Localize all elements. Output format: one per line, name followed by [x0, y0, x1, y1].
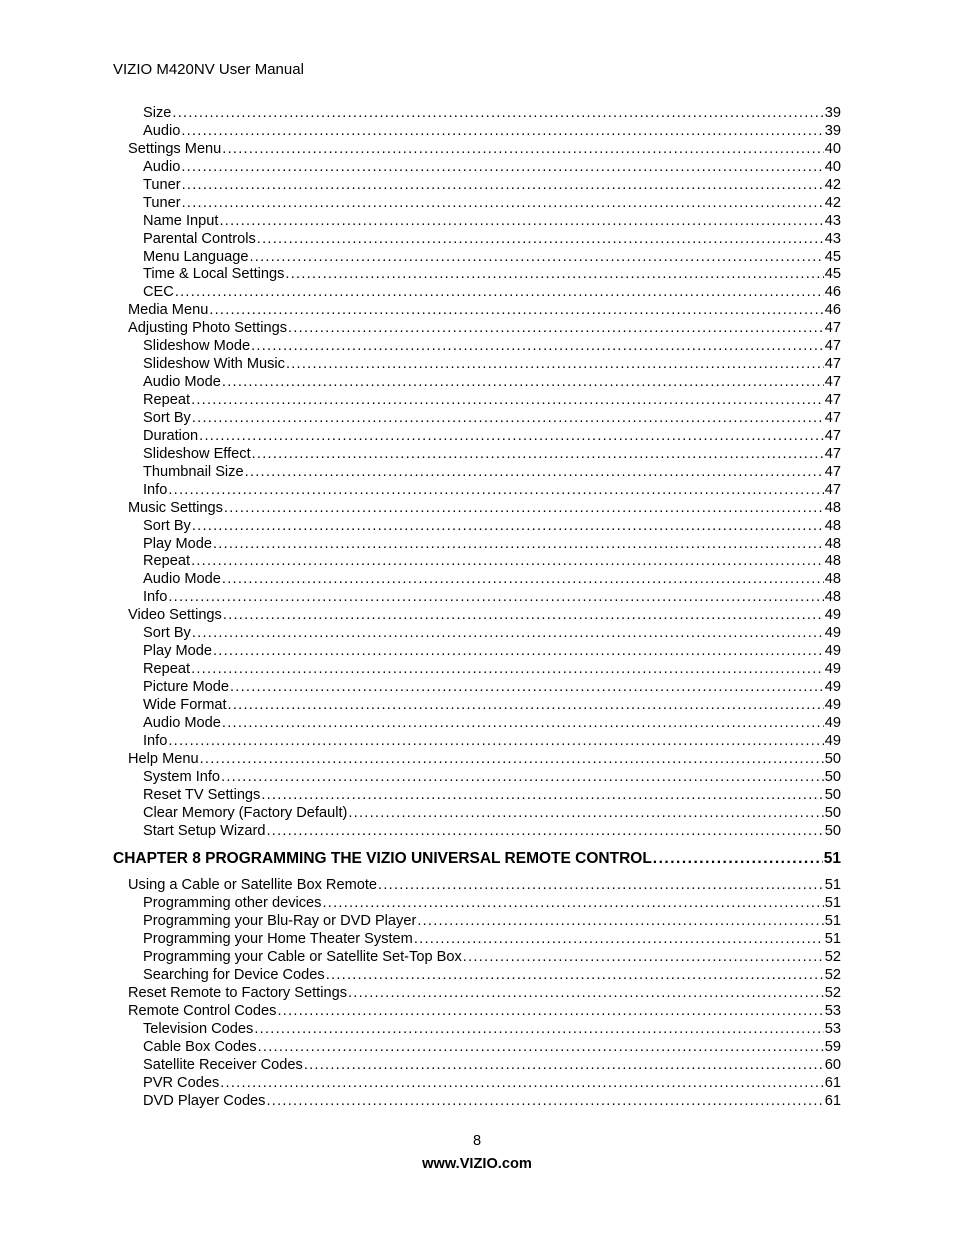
- toc-entry-page: 45: [824, 248, 841, 265]
- dot-leader: [653, 849, 823, 869]
- footer-url: www.VIZIO.com: [422, 1156, 532, 1172]
- toc-entry-page: 47: [824, 338, 841, 355]
- toc-entry-title: Slideshow With Music: [143, 356, 285, 373]
- toc-entry[interactable]: [113, 571, 841, 589]
- dot-leader: [261, 787, 823, 805]
- toc-entry-page: 47: [824, 392, 841, 408]
- dot-leader: [168, 733, 823, 751]
- toc-entry-title: Programming your Blu-Ray or DVD Player: [143, 913, 417, 930]
- toc-entry[interactable]: [113, 787, 841, 805]
- toc-entry[interactable]: [113, 589, 841, 607]
- dot-leader: [266, 1093, 823, 1111]
- toc-entry-page: 46: [824, 284, 841, 301]
- toc-entry-title: Programming other devices: [143, 895, 322, 912]
- toc-entry[interactable]: [113, 374, 841, 392]
- toc-entry-title: Time & Local Settings: [143, 266, 285, 283]
- toc-entry-title: Remote Control Codes: [128, 1003, 277, 1019]
- dot-leader: [221, 769, 824, 787]
- toc-entry-page: 52: [824, 949, 841, 966]
- toc-entry-page: 53: [824, 1003, 841, 1019]
- dot-leader: [322, 895, 823, 913]
- dot-leader: [192, 625, 824, 643]
- toc-entry-page: 45: [824, 266, 841, 283]
- toc-entry[interactable]: [113, 967, 841, 985]
- dot-leader: [254, 1021, 823, 1039]
- toc-entry[interactable]: [113, 751, 841, 769]
- toc-entry[interactable]: [113, 500, 841, 518]
- dot-leader: [181, 159, 823, 177]
- toc-entry[interactable]: [113, 607, 841, 625]
- toc-entry-page: 50: [824, 750, 841, 767]
- toc-entry[interactable]: [113, 913, 841, 931]
- toc-entry-page: 51: [824, 931, 841, 948]
- toc-entry[interactable]: [113, 1039, 841, 1057]
- toc-entry[interactable]: [113, 249, 841, 267]
- toc-entry[interactable]: [113, 320, 841, 338]
- toc-entry-page: 50: [824, 768, 841, 785]
- toc-entry-page: 49: [824, 625, 841, 642]
- toc-entry[interactable]: [113, 697, 841, 715]
- toc-entry[interactable]: [113, 985, 841, 1003]
- toc-entry-page: 48: [824, 535, 841, 552]
- dot-leader: [463, 949, 824, 967]
- toc-entry-title: Picture Mode: [143, 679, 229, 695]
- dot-leader: [251, 338, 824, 356]
- toc-entry-page: 47: [824, 463, 841, 480]
- toc-entry[interactable]: [113, 1021, 841, 1039]
- toc-entry-page: 39: [824, 122, 841, 139]
- toc-entry-page: 61: [824, 1074, 841, 1091]
- dot-leader: [168, 589, 823, 607]
- dot-leader: [252, 446, 824, 464]
- toc-entry[interactable]: [113, 895, 841, 913]
- toc-entry-title: Programming your Cable or Satellite Set-Top Box: [143, 949, 462, 966]
- dot-leader: [200, 751, 824, 769]
- toc-entry-title: Cable Box Codes: [143, 1038, 257, 1055]
- toc-entry-title: Slideshow Effect: [143, 445, 251, 462]
- dot-leader: [250, 249, 824, 267]
- toc-entry-page: 52: [824, 967, 841, 984]
- toc-entry-page: 48: [824, 571, 841, 588]
- dot-leader: [213, 536, 824, 554]
- toc-entry-title: CEC: [143, 284, 174, 301]
- toc-entry-title: Parental Controls: [143, 230, 256, 247]
- toc-entry-page: 49: [824, 643, 841, 660]
- toc-entry[interactable]: [113, 733, 841, 751]
- toc-entry-page: 49: [824, 732, 841, 749]
- dot-leader: [286, 356, 824, 374]
- toc-entry-page: 47: [824, 374, 841, 391]
- toc-entry-title: Repeat: [143, 392, 191, 408]
- toc-entry[interactable]: [113, 141, 841, 159]
- toc-entry-title: Name Input: [143, 212, 219, 229]
- toc-entry-title: Reset Remote to Factory Settings: [128, 985, 347, 1002]
- toc-entry-page: 47: [824, 427, 841, 444]
- toc-entry[interactable]: [113, 661, 841, 679]
- dot-leader: [266, 823, 823, 841]
- toc-entry-title: Menu Language: [143, 248, 249, 265]
- toc-entry-title: Wide Format: [143, 696, 227, 713]
- toc-entry-page: 47: [824, 320, 841, 337]
- document-header-title: VIZIO M420NV User Manual: [113, 61, 304, 78]
- toc-entry[interactable]: [113, 464, 841, 482]
- toc-entry[interactable]: [113, 931, 841, 949]
- dot-leader: [209, 302, 823, 320]
- toc-entry-page: 47: [824, 356, 841, 373]
- toc-entry[interactable]: [113, 1075, 841, 1093]
- dot-leader: [257, 231, 824, 249]
- toc-entry-title: CHAPTER 8 PROGRAMMING THE VIZIO UNIVERSAL REMOTE CONTROL: [113, 850, 652, 868]
- toc-entry-title: Repeat: [143, 661, 191, 678]
- toc-entry-page: 43: [824, 212, 841, 229]
- toc-entry-page: 39: [824, 105, 841, 121]
- toc-entry-page: 48: [824, 553, 841, 570]
- toc-entry[interactable]: [113, 392, 841, 410]
- toc-entry-page: 46: [824, 302, 841, 319]
- toc-entry-title: System Info: [143, 768, 221, 785]
- dot-leader: [191, 392, 824, 410]
- toc-entry-title: Video Settings: [128, 607, 222, 624]
- toc-entry[interactable]: [113, 643, 841, 661]
- dot-leader: [245, 464, 824, 482]
- toc-entry-title: Searching for Device Codes: [143, 967, 325, 984]
- toc-entry[interactable]: [113, 231, 841, 249]
- toc-entry[interactable]: [113, 195, 841, 213]
- dot-leader: [219, 213, 823, 231]
- toc-entry[interactable]: [113, 428, 841, 446]
- dot-leader: [213, 643, 824, 661]
- toc-entry[interactable]: [113, 1003, 841, 1021]
- toc-entry-title: Media Menu: [128, 302, 209, 319]
- toc-entry-title: PVR Codes: [143, 1074, 220, 1091]
- toc-entry[interactable]: [113, 715, 841, 733]
- dot-leader: [182, 177, 824, 195]
- toc-entry-page: 51: [824, 895, 841, 912]
- toc-entry-title: Satellite Receiver Codes: [143, 1056, 303, 1073]
- toc-entry-page: 40: [824, 158, 841, 175]
- toc-entry[interactable]: [113, 1093, 841, 1111]
- toc-entry-title: Tuner: [143, 194, 181, 211]
- toc-entry-page: 42: [824, 194, 841, 211]
- toc-entry-page: 49: [824, 661, 841, 678]
- toc-entry-title: Duration: [143, 427, 199, 444]
- toc-entry-page: 49: [824, 679, 841, 695]
- toc-entry[interactable]: [113, 213, 841, 231]
- dot-leader: [288, 320, 824, 338]
- toc-entry-title: Settings Menu: [128, 140, 222, 157]
- dot-leader: [224, 500, 824, 518]
- dot-leader: [348, 985, 824, 1003]
- toc-entry-title: Audio: [143, 122, 181, 139]
- toc-entry[interactable]: [113, 769, 841, 787]
- toc-entry[interactable]: [113, 105, 841, 123]
- toc-entry-page: 53: [824, 1020, 841, 1037]
- toc-entry[interactable]: [113, 877, 841, 895]
- toc-entry-page: 50: [824, 804, 841, 821]
- page-number: 8: [472, 1133, 482, 1149]
- toc-entry[interactable]: [113, 123, 841, 141]
- toc-entry-title: Sort By: [143, 625, 191, 642]
- toc-entry[interactable]: [113, 553, 841, 571]
- toc-entry[interactable]: [113, 338, 841, 356]
- dot-leader: [230, 679, 824, 697]
- toc-entry-page: 43: [824, 230, 841, 247]
- dot-leader: [348, 805, 823, 823]
- toc-entry-title: Slideshow Mode: [143, 338, 251, 355]
- dot-leader: [199, 428, 824, 446]
- toc-entry-page: 40: [824, 140, 841, 157]
- toc-entry-title: Tuner: [143, 176, 181, 193]
- dot-leader: [378, 877, 824, 895]
- dot-leader: [222, 715, 824, 733]
- dot-leader: [192, 410, 824, 428]
- dot-leader: [277, 1003, 823, 1021]
- toc-entry[interactable]: [113, 1057, 841, 1075]
- dot-leader: [172, 105, 823, 123]
- toc-entry-title: Television Codes: [143, 1020, 254, 1037]
- toc-entry-page: 47: [824, 445, 841, 462]
- toc-entry-title: Repeat: [143, 553, 191, 570]
- toc-entry-title: Start Setup Wizard: [143, 822, 266, 839]
- toc-entry-page: 49: [824, 714, 841, 731]
- dot-leader: [285, 266, 823, 284]
- dot-leader: [414, 931, 824, 949]
- toc-entry-title: Audio: [143, 158, 181, 175]
- toc-entry[interactable]: [113, 159, 841, 177]
- toc-entry-title: Info: [143, 589, 168, 606]
- dot-leader: [181, 123, 823, 141]
- dot-leader: [191, 661, 824, 679]
- toc-entry-title: Info: [143, 732, 168, 749]
- toc-entry[interactable]: [113, 284, 841, 302]
- toc-entry[interactable]: [113, 302, 841, 320]
- toc-entry-title: Play Mode: [143, 535, 212, 552]
- toc-entry-title: Sort By: [143, 409, 191, 426]
- toc-entry-title: Audio Mode: [143, 374, 221, 391]
- dot-leader: [258, 1039, 824, 1057]
- dot-leader: [223, 607, 824, 625]
- toc-entry[interactable]: [113, 446, 841, 464]
- toc-entry-page: 49: [824, 696, 841, 713]
- dot-leader: [222, 374, 824, 392]
- dot-leader: [175, 284, 824, 302]
- dot-leader: [222, 141, 823, 159]
- toc-entry-title: Audio Mode: [143, 571, 221, 588]
- dot-leader: [326, 967, 824, 985]
- toc-entry-title: Size: [143, 105, 172, 121]
- toc-entry-title: Sort By: [143, 517, 191, 534]
- toc-entry-title: Using a Cable or Satellite Box Remote: [128, 877, 378, 894]
- toc-entry[interactable]: [113, 625, 841, 643]
- toc-entry-title: Adjusting Photo Settings: [128, 320, 288, 337]
- toc-entry[interactable]: [113, 949, 841, 967]
- toc-entry-title: Thumbnail Size: [143, 463, 244, 480]
- toc-entry-page: 47: [824, 481, 841, 498]
- dot-leader: [168, 482, 823, 500]
- dot-leader: [191, 553, 824, 571]
- toc-entry-title: Help Menu: [128, 750, 199, 767]
- toc-entry-title: Info: [143, 481, 168, 498]
- toc-entry-page: 59: [824, 1038, 841, 1055]
- dot-leader: [304, 1057, 824, 1075]
- toc-entry[interactable]: [113, 536, 841, 554]
- toc-entry[interactable]: [113, 805, 841, 823]
- toc-entry-page: 51: [823, 850, 841, 868]
- dot-leader: [228, 697, 824, 715]
- toc-entry-title: Reset TV Settings: [143, 786, 261, 803]
- toc-entry-page: 42: [824, 176, 841, 193]
- toc-entry-title: Audio Mode: [143, 714, 221, 731]
- toc-entry-page: 48: [824, 499, 841, 516]
- toc-entry-page: 60: [824, 1056, 841, 1073]
- toc-entry-title: DVD Player Codes: [143, 1092, 266, 1109]
- dot-leader: [222, 571, 824, 589]
- dot-leader: [182, 195, 824, 213]
- toc-entry[interactable]: [113, 679, 841, 697]
- toc-entry-title: Programming your Home Theater System: [143, 931, 413, 948]
- toc-entry-page: 52: [824, 985, 841, 1002]
- toc-entry[interactable]: [113, 482, 841, 500]
- dot-leader: [192, 518, 824, 536]
- toc-entry-title: Play Mode: [143, 643, 212, 660]
- toc-entry-page: 61: [824, 1092, 841, 1109]
- toc-entry-page: 51: [824, 877, 841, 894]
- toc-entry-page: 50: [824, 786, 841, 803]
- dot-leader: [417, 913, 823, 931]
- toc-entry[interactable]: [113, 823, 841, 841]
- toc-entry-page: 48: [824, 517, 841, 534]
- toc-chapter-entry[interactable]: [113, 849, 841, 869]
- toc-entry-page: 47: [824, 409, 841, 426]
- toc-entry[interactable]: [113, 356, 841, 374]
- toc-entry[interactable]: [113, 177, 841, 195]
- toc-entry-page: 49: [824, 607, 841, 624]
- toc-entry-page: 50: [824, 822, 841, 839]
- toc-entry-page: 48: [824, 589, 841, 606]
- toc-entry[interactable]: [113, 410, 841, 428]
- toc-entry[interactable]: [113, 518, 841, 536]
- table-of-contents: [113, 105, 841, 1111]
- dot-leader: [220, 1075, 824, 1093]
- toc-entry-title: Music Settings: [128, 499, 223, 516]
- toc-entry[interactable]: [113, 266, 841, 284]
- toc-entry-page: 51: [824, 913, 841, 930]
- toc-entry-title: Clear Memory (Factory Default): [143, 804, 348, 821]
